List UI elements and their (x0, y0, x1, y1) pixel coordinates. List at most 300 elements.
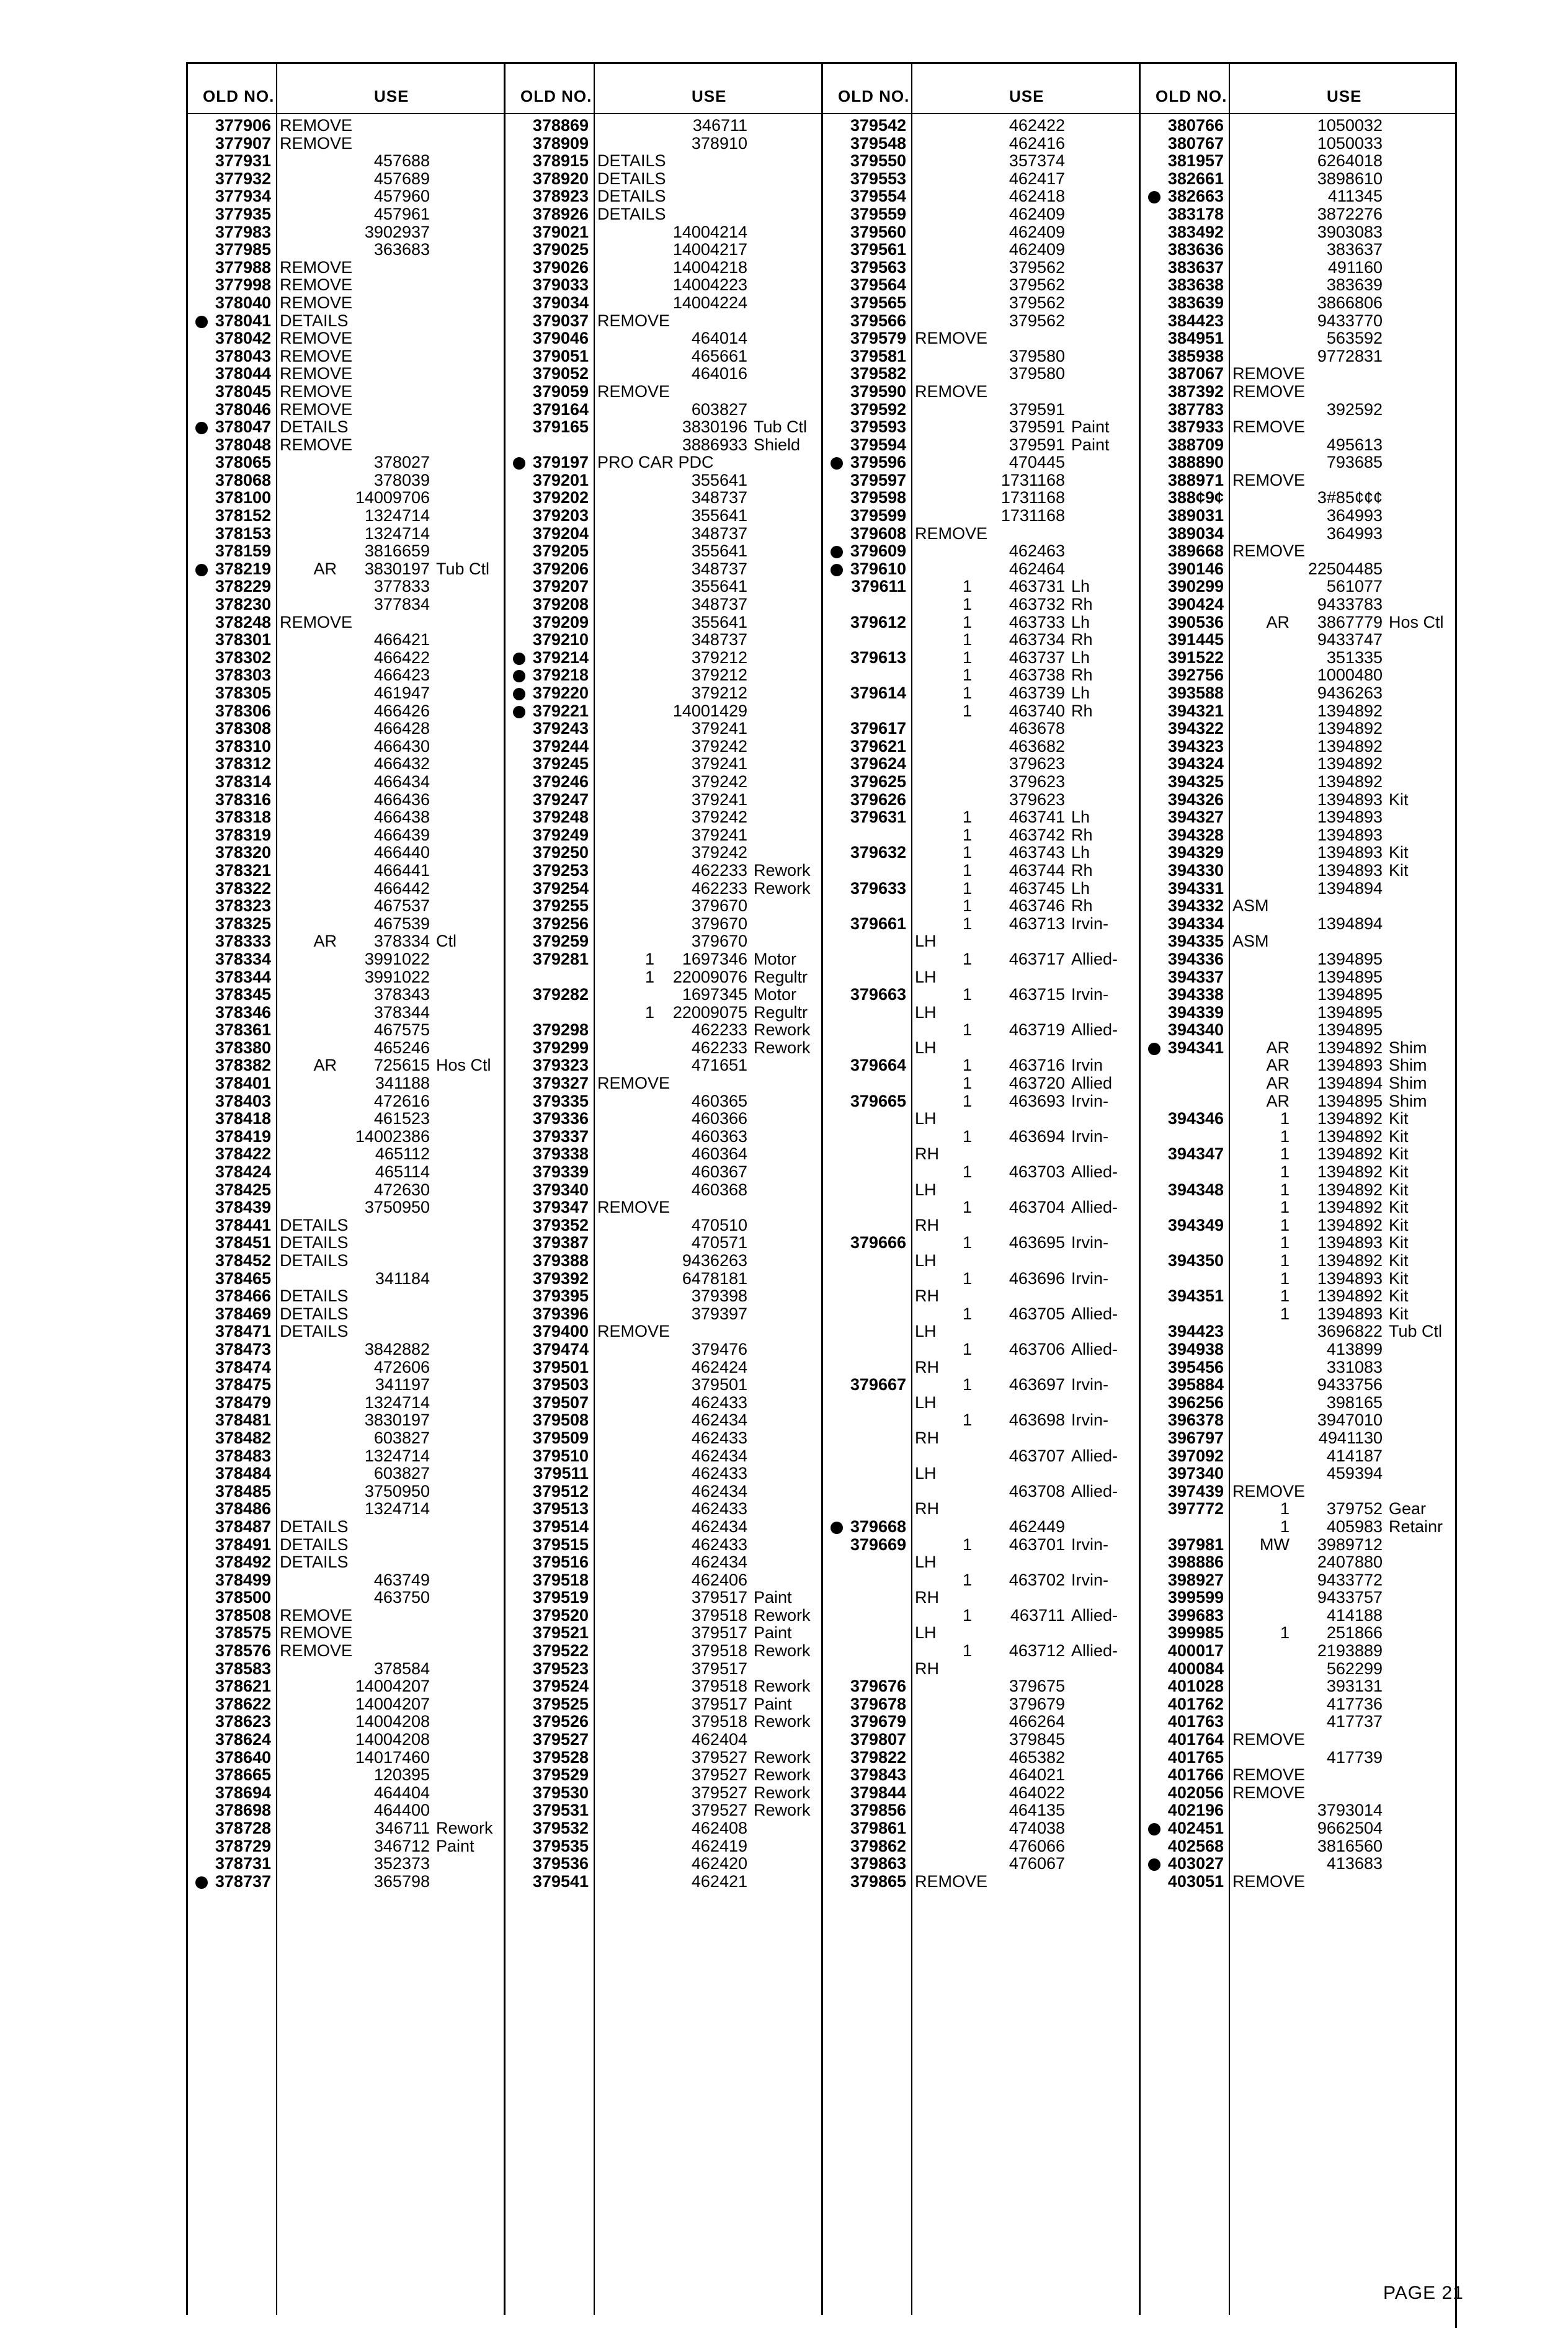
table-row (1141, 1571, 1457, 1589)
new-part-number: 14001429 (672, 701, 747, 720)
new-part-number: 3816560 (1317, 1836, 1383, 1855)
use-text: RH (915, 1144, 939, 1164)
table-row (188, 666, 504, 684)
old-number: 379259 (532, 932, 589, 951)
table-row (823, 1677, 1139, 1695)
table-row (823, 1731, 1139, 1749)
part-note: Allied- (1071, 1481, 1118, 1501)
table-row (1141, 844, 1457, 862)
table-row (188, 1784, 504, 1802)
table-row (506, 1216, 822, 1234)
quantity: 1 (962, 595, 972, 614)
table-row (823, 578, 1139, 595)
new-part-number: 9772831 (1317, 346, 1383, 365)
table-row (1141, 453, 1457, 471)
old-number: 378302 (215, 648, 271, 667)
table-row (506, 525, 822, 543)
quantity: 1 (962, 1074, 972, 1093)
old-number: 379579 (850, 329, 906, 348)
new-part-number: 14004217 (672, 240, 747, 259)
table-row (823, 1518, 1139, 1536)
table-row (823, 1695, 1139, 1713)
old-number: 379535 (532, 1836, 589, 1855)
new-part-number: 1394893 (1317, 808, 1383, 827)
old-number: 395456 (1167, 1357, 1224, 1376)
old-number: 378624 (215, 1730, 271, 1749)
table-row (823, 1021, 1139, 1039)
column-group-3 (821, 62, 1139, 2315)
table-row (1141, 1429, 1457, 1447)
table-row (188, 1358, 504, 1376)
new-part-number: 378039 (373, 470, 430, 489)
new-part-number: 1697345 (682, 985, 747, 1004)
use-text: DETAILS (280, 417, 349, 437)
header-use: USE (1009, 87, 1045, 105)
use-text: REMOVE (280, 133, 353, 153)
old-number: 378316 (215, 790, 271, 809)
new-part-number: 379679 (1009, 1694, 1065, 1713)
table-row (506, 1801, 822, 1819)
table-row (506, 1500, 822, 1518)
new-part-number: 377834 (373, 595, 430, 614)
old-number: 379590 (850, 381, 906, 401)
part-note: Lh (1071, 648, 1090, 667)
table-row (188, 702, 504, 720)
old-number: 394328 (1167, 825, 1224, 844)
table-row (506, 1571, 822, 1589)
new-part-number: 1394894 (1317, 1074, 1383, 1093)
old-number: 379666 (850, 1233, 906, 1252)
old-number: 379844 (850, 1783, 906, 1802)
bullet-dot-icon (831, 546, 843, 558)
old-number: 378152 (215, 506, 271, 525)
old-number: 379559 (850, 204, 906, 223)
old-number: 394338 (1167, 985, 1224, 1004)
part-note: Rh (1071, 595, 1093, 614)
part-note: Rework (754, 860, 811, 880)
old-number: 394322 (1167, 719, 1224, 738)
table-row (823, 542, 1139, 560)
part-note: Allied (1071, 1074, 1113, 1093)
new-part-number: 466434 (373, 772, 430, 791)
new-part-number: 414187 (1326, 1446, 1383, 1465)
old-number: 389034 (1167, 524, 1224, 543)
old-number: 398886 (1167, 1553, 1224, 1572)
old-number: 378306 (215, 701, 271, 720)
use-text: REMOVE (1232, 542, 1306, 561)
old-number: 379843 (850, 1765, 906, 1785)
new-part-number: 462408 (691, 1819, 747, 1837)
quantity: 1 (644, 1002, 654, 1022)
new-part-number: 462409 (1009, 240, 1065, 259)
old-number: 394321 (1167, 701, 1224, 720)
table-row (1141, 1287, 1457, 1305)
old-number: 377931 (215, 151, 271, 171)
table-row (1141, 666, 1457, 684)
use-text: LH (915, 1393, 937, 1412)
new-part-number: 379517 (691, 1623, 747, 1643)
table-row (188, 1074, 504, 1092)
use-text: REMOVE (1232, 417, 1306, 437)
new-part-number: 3898610 (1317, 169, 1383, 188)
table-row (823, 1553, 1139, 1571)
table-row (823, 312, 1139, 330)
old-number: 379051 (532, 346, 589, 365)
new-part-number: 463734 (1009, 630, 1065, 649)
old-number: 397340 (1167, 1464, 1224, 1483)
old-number: 378333 (215, 932, 271, 951)
old-number: 379631 (850, 808, 906, 827)
part-note: Lh (1071, 577, 1090, 596)
use-text: PRO CAR PDC (597, 453, 714, 472)
part-note: Kit (1389, 1126, 1409, 1146)
table-row (823, 241, 1139, 259)
old-number: 378475 (215, 1375, 271, 1394)
new-part-number: 346711 (375, 1819, 430, 1837)
table-row (506, 915, 822, 933)
old-number: 401764 (1167, 1730, 1224, 1749)
table-row (506, 1642, 822, 1660)
table-row (823, 1571, 1139, 1589)
table-row (506, 1021, 822, 1039)
old-number: 379254 (532, 878, 589, 898)
quantity: 1 (1280, 1499, 1290, 1519)
table-row (506, 1624, 822, 1642)
table-row (823, 1305, 1139, 1323)
table-row (506, 880, 822, 898)
new-part-number: 383639 (1326, 275, 1383, 295)
use-text: REMOVE (1232, 381, 1306, 401)
new-part-number: 562299 (1326, 1659, 1383, 1678)
table-row (1141, 1855, 1457, 1873)
quantity: 1 (962, 1339, 972, 1358)
table-row (823, 1624, 1139, 1642)
old-number: 378869 (532, 116, 589, 135)
old-number: 379529 (532, 1765, 589, 1785)
part-note: Paint (1071, 417, 1110, 437)
use-text: DETAILS (597, 151, 666, 171)
part-note: Allied- (1071, 1605, 1118, 1625)
new-part-number: 603827 (691, 399, 747, 419)
new-part-number: 463711 (1010, 1605, 1065, 1625)
table-row (506, 578, 822, 595)
table-row (506, 666, 822, 684)
new-part-number: 460363 (691, 1126, 747, 1146)
new-part-number: 3830196 (682, 417, 747, 437)
quantity: 1 (1280, 1233, 1290, 1252)
old-number: 379347 (532, 1198, 589, 1217)
table-row (1141, 117, 1457, 135)
table-row (823, 453, 1139, 471)
table-row (506, 1092, 822, 1110)
new-part-number: 1394892 (1317, 1287, 1383, 1306)
quantity: 1 (1280, 1287, 1290, 1306)
old-number: 402568 (1167, 1836, 1224, 1855)
old-number: 378482 (215, 1428, 271, 1447)
use-text: RH (915, 1215, 939, 1234)
bullet-dot-icon (195, 422, 208, 434)
table-row (188, 152, 504, 170)
table-row (506, 1589, 822, 1607)
old-number: 401763 (1167, 1712, 1224, 1731)
part-note: Tub Ctl (436, 559, 490, 578)
quantity: 1 (962, 1535, 972, 1554)
use-text: REMOVE (280, 1623, 353, 1643)
old-number: 387392 (1167, 381, 1224, 401)
table-row (506, 738, 822, 756)
new-part-number: 379675 (1009, 1677, 1065, 1696)
use-text: ASM (1232, 896, 1269, 916)
new-part-number: 379517 (691, 1694, 747, 1713)
old-number: 379205 (532, 542, 589, 561)
old-number: 378926 (532, 204, 589, 223)
table-row (506, 294, 822, 312)
new-part-number: 457689 (373, 169, 430, 188)
old-number: 379514 (532, 1517, 589, 1536)
new-part-number: 1050033 (1317, 133, 1383, 153)
new-part-number: 462433 (691, 1464, 747, 1483)
table-row (823, 1163, 1139, 1181)
part-note: Motor (754, 949, 797, 968)
new-part-number: 463704 (1009, 1198, 1065, 1217)
use-text: LH (915, 1623, 937, 1643)
new-part-number: 379242 (691, 736, 747, 756)
new-part-number: 379591 (1009, 417, 1065, 437)
table-row (1141, 826, 1457, 844)
bullet-dot-icon (195, 1876, 208, 1889)
new-part-number: 459394 (1326, 1464, 1383, 1483)
table-row (188, 347, 504, 365)
table-row (506, 897, 822, 915)
old-number: 393588 (1167, 684, 1224, 702)
quantity: 1 (962, 684, 972, 702)
new-part-number: 463739 (1009, 684, 1065, 702)
new-part-number: 462233 (691, 1020, 747, 1040)
part-note: Kit (1389, 1269, 1409, 1288)
old-number: 377988 (215, 257, 271, 277)
new-part-number: 466264 (1009, 1712, 1065, 1731)
new-part-number: 462433 (691, 1393, 747, 1412)
new-part-number: 463749 (373, 1570, 430, 1589)
new-part-number: 393131 (1326, 1677, 1383, 1696)
old-number: 379523 (532, 1659, 589, 1678)
table-row (188, 1873, 504, 1891)
new-part-number: 463716 (1009, 1056, 1065, 1075)
new-part-number: 466441 (373, 860, 430, 880)
table-row (188, 1624, 504, 1642)
quantity: AR (1266, 612, 1290, 631)
old-number: 378065 (215, 453, 271, 472)
new-part-number: 470510 (691, 1215, 747, 1234)
new-part-number: 9433772 (1317, 1570, 1383, 1589)
table-row (506, 1465, 822, 1483)
new-part-number: 1324714 (364, 524, 430, 543)
quantity: 1 (962, 1641, 972, 1661)
use-text: DETAILS (597, 169, 666, 188)
table-row (188, 613, 504, 631)
old-number: 379503 (532, 1375, 589, 1394)
table-row (823, 1465, 1139, 1483)
old-number: 384951 (1167, 329, 1224, 348)
old-number: 379553 (850, 169, 906, 188)
old-number: 379856 (850, 1801, 906, 1820)
old-number: 378473 (215, 1339, 271, 1358)
part-note: Irvin- (1071, 914, 1108, 933)
old-number: 379822 (850, 1747, 906, 1767)
old-number: 399985 (1167, 1623, 1224, 1643)
table-row (188, 223, 504, 241)
table-row (1141, 1340, 1457, 1358)
table-row (823, 702, 1139, 720)
new-part-number: 1394892 (1317, 1198, 1383, 1217)
table-row (506, 223, 822, 241)
old-number: 379516 (532, 1553, 589, 1572)
new-part-number: 460366 (691, 1109, 747, 1128)
new-part-number: 1394893 (1317, 860, 1383, 880)
new-part-number: 379518 (691, 1677, 747, 1696)
table-row (823, 383, 1139, 401)
table-row (1141, 187, 1457, 205)
new-part-number: 6478181 (682, 1269, 747, 1288)
old-number: 378325 (215, 914, 271, 933)
table-row (823, 613, 1139, 631)
old-number: 378728 (215, 1819, 271, 1837)
new-part-number: 379623 (1009, 754, 1065, 774)
part-note: Allied- (1071, 1641, 1118, 1661)
old-number: 378382 (215, 1056, 271, 1075)
old-number: 379214 (532, 648, 589, 667)
table-row (1141, 1110, 1457, 1128)
table-row (506, 1483, 822, 1501)
part-note: Irvin- (1071, 1091, 1108, 1110)
new-part-number: 379527 (691, 1801, 747, 1820)
table-row (188, 436, 504, 454)
part-note: Hos Ctl (1389, 612, 1444, 631)
old-number: 378622 (215, 1694, 271, 1713)
quantity: 1 (644, 967, 654, 986)
new-part-number: 9433757 (1317, 1588, 1383, 1607)
table-row (188, 720, 504, 738)
use-text: REMOVE (1232, 1730, 1306, 1749)
new-part-number: 379501 (691, 1375, 747, 1394)
table-row (823, 135, 1139, 153)
old-number: 381957 (1167, 151, 1224, 171)
new-part-number: 346712 (373, 1836, 430, 1855)
new-part-number: 563592 (1326, 329, 1383, 348)
quantity: AR (1266, 1038, 1290, 1057)
old-number: 379501 (532, 1357, 589, 1376)
table-row (1141, 1819, 1457, 1837)
table-row (1141, 755, 1457, 773)
part-note: Hos Ctl (436, 1056, 491, 1075)
table-row (823, 1873, 1139, 1891)
new-part-number: 414188 (1326, 1605, 1383, 1625)
old-number: 378665 (215, 1765, 271, 1785)
old-number: 379861 (850, 1819, 906, 1837)
table-row (1141, 525, 1457, 543)
old-number: 378694 (215, 1783, 271, 1802)
table-row (1141, 791, 1457, 809)
new-part-number: 466432 (373, 754, 430, 774)
old-number: 379667 (850, 1375, 906, 1394)
old-number: 379388 (532, 1251, 589, 1270)
part-note: Lh (1071, 684, 1090, 702)
table-row (823, 1749, 1139, 1767)
table-row (506, 436, 822, 454)
use-text: LH (915, 1464, 937, 1483)
quantity: 1 (962, 1091, 972, 1110)
old-number: 378640 (215, 1747, 271, 1767)
old-number: 377932 (215, 169, 271, 188)
quantity: AR (1266, 1091, 1290, 1110)
old-number: 378474 (215, 1357, 271, 1376)
table-row (1141, 365, 1457, 383)
quantity: 1 (1280, 1180, 1290, 1199)
old-number: 378471 (215, 1322, 271, 1341)
table-row (506, 383, 822, 401)
new-part-number: 379242 (691, 808, 747, 827)
new-part-number: 1394894 (1317, 878, 1383, 898)
column-group-1 (186, 62, 504, 2315)
old-number: 380766 (1167, 116, 1224, 135)
new-part-number: 413899 (1326, 1339, 1383, 1358)
bullet-dot-icon (195, 316, 208, 328)
table-row (1141, 1447, 1457, 1465)
old-number: 378419 (215, 1126, 271, 1146)
table-row (1141, 1181, 1457, 1199)
quantity: AR (313, 1056, 337, 1075)
old-number: 400084 (1167, 1659, 1224, 1678)
new-part-number: 3989712 (1317, 1535, 1383, 1554)
new-part-number: 461947 (373, 684, 430, 702)
old-number: 379281 (532, 949, 589, 968)
old-number: 379339 (532, 1162, 589, 1182)
table-row (506, 205, 822, 223)
old-number: 379338 (532, 1144, 589, 1164)
table-row (823, 826, 1139, 844)
old-number: 379337 (532, 1126, 589, 1146)
new-part-number: 457961 (373, 204, 430, 223)
old-number: 379208 (532, 595, 589, 614)
table-row (1141, 1553, 1457, 1571)
part-note: Kit (1389, 1144, 1409, 1164)
old-number: 378159 (215, 542, 271, 561)
table-row (188, 738, 504, 756)
table-row (1141, 223, 1457, 241)
new-part-number: 14004214 (672, 222, 747, 241)
table-row (188, 1447, 504, 1465)
new-part-number: 464400 (373, 1801, 430, 1820)
part-note: Rework (754, 1783, 811, 1802)
new-part-number: 463697 (1009, 1375, 1065, 1394)
part-note: Shim (1389, 1091, 1427, 1110)
old-number: 403051 (1167, 1871, 1224, 1891)
part-note: Irvin- (1071, 1375, 1108, 1394)
new-part-number: 379591 (1009, 399, 1065, 419)
new-part-number: 1394893 (1317, 825, 1383, 844)
new-part-number: 463706 (1009, 1339, 1065, 1358)
new-part-number: 378334 (373, 932, 430, 951)
table-row (506, 862, 822, 880)
old-number: 379530 (532, 1783, 589, 1802)
table-row (1141, 1004, 1457, 1022)
new-part-number: 462464 (1009, 559, 1065, 578)
use-text: REMOVE (1232, 1765, 1306, 1785)
new-part-number: 1394892 (1317, 736, 1383, 756)
new-part-number: 1394892 (1317, 754, 1383, 774)
table-row (506, 329, 822, 347)
old-number: 378314 (215, 772, 271, 791)
